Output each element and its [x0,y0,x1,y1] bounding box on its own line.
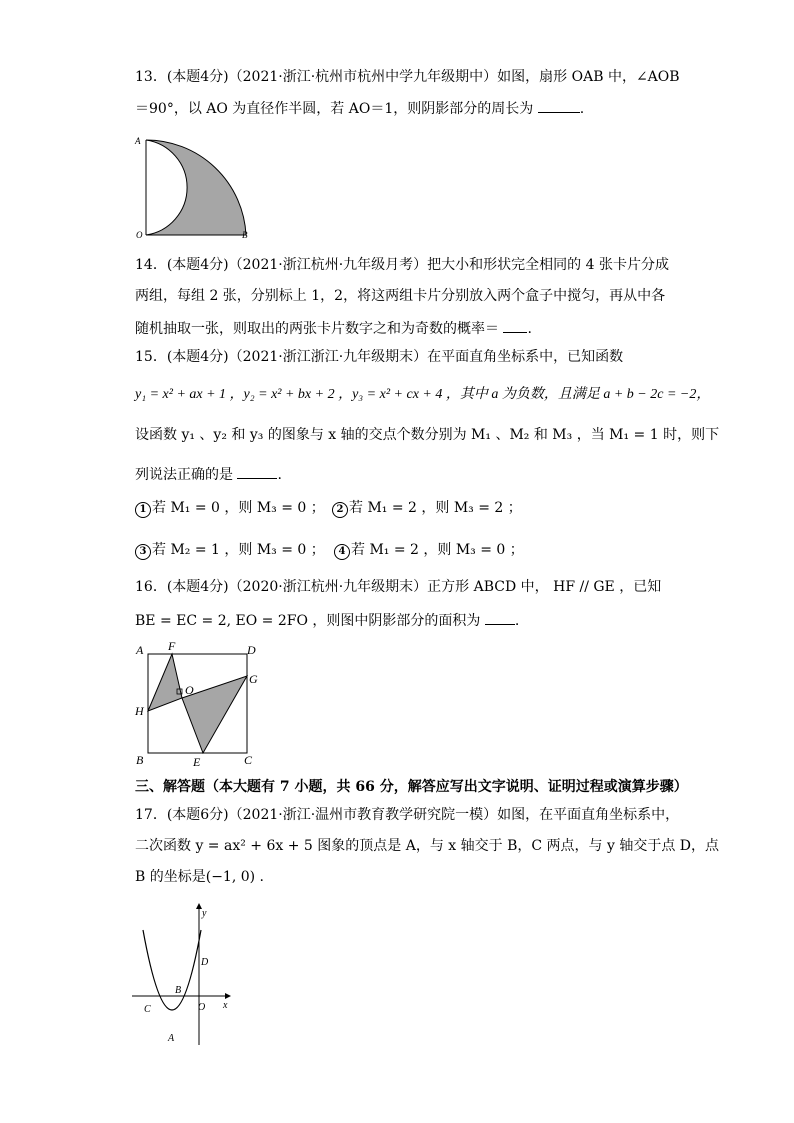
q13-label-O: O [136,230,143,240]
q13-label-B: B [242,230,248,240]
q14-line3-end: . [527,321,532,337]
q15-option-1 [135,499,325,518]
q13-line2-text: ＝90°，以 AO 为直径作半圆，若 AO＝1，则阴影部分的周长为 [135,101,534,117]
q15-line4-text: 列说法正确的是 [135,467,233,483]
q16-answer-blank[interactable] [485,610,515,625]
q16-label-A: A [136,643,144,657]
q14-line2: 两组，每组 2 张，分别标上 1，2，将这两组卡片分别放入两个盒子中搅匀，再从中各 [135,288,666,304]
q17-label-x: x [223,1000,228,1011]
q15-line4-end: . [277,467,282,483]
q15-option-2 [332,499,522,518]
q16-label-O: O [185,683,194,697]
q15-option-1-text: 若 M₁ = 0 ，则 M₃ = 0 ； [152,500,325,516]
q17-label-B: B [175,985,182,996]
q15-answer-blank[interactable] [237,464,277,479]
q15-line4 [135,464,282,484]
q14-line3-text: 随机抽取一张，则取出的两张卡片数字之和为奇数的概率＝ [135,321,499,337]
q14-line1: 14．(本题4分)（2021·浙江杭州·九年级月考）把大小和形状完全相同的 4 张卡片分成 [135,257,669,273]
q13-line2 [135,98,584,118]
q16-label-G: G [249,672,258,686]
q15-option-3-number: 3 [135,544,151,560]
q14-answer-blank[interactable] [503,318,527,333]
q15-option-4-number: 4 [334,544,350,560]
q17-figure [128,900,248,1050]
q16-label-D: D [247,643,256,657]
q13-answer-blank[interactable] [538,98,580,113]
q15-option-3-text: 若 M₂ = 1 ，则 M₃ = 0 ； [152,542,325,558]
q15-line2: y₁ = x² + ax + 1 ，y₂ = x² + bx + 2 ，y₃ = x² + cx + 4 ，其中 a 为负数，且满足 a + b − 2c = −2， [135,387,711,402]
q15-option-2-text: 若 M₁ = 2 ，则 M₃ = 2 ； [349,500,522,516]
q15-option-4 [334,541,524,560]
q17-label-O: O [198,1002,206,1013]
q17-label-D: D [201,957,209,968]
q15-line1: 15．(本题4分)（2021·浙江浙江·九年级期末）在平面直角坐标系中，已知函数 [135,349,624,365]
q17-line3: B 的坐标是(−1, 0) . [135,869,265,885]
section-3-heading: 三、解答题（本大题有 7 小题，共 66 分，解答应写出文字说明、证明过程或演算步骤） [135,779,688,795]
q15-option-1-number: 1 [135,502,151,518]
q13-line2-end: . [579,101,585,117]
q17-label-A: A [168,1033,175,1044]
q16-line2 [135,610,519,630]
q17-label-C: C [144,1004,151,1015]
q16-label-F: F [168,639,176,653]
q13-figure [130,130,270,240]
q15-option-3 [135,541,325,560]
q17-line1: 17．(本题6分)（2021·浙江·温州市教育教学研究院一模）如图，在平面直角坐标系中， [135,807,680,823]
q16-figure [130,638,270,768]
q17-label-y: y [202,908,207,919]
q15-line3: 设函数 y₁ 、y₂ 和 y₃ 的图象与 x 轴的交点个数分别为 M₁ 、M₂ 和 M₃ ，当 M₁ = 1 时，则下 [135,427,720,443]
q16-label-C: C [244,753,253,767]
q17-line2: 二次函数 y = ax² + 6x + 5 图象的顶点是 A，与 x 轴交于 B，C 两点，与 y 轴交于点 D，点 [135,838,720,854]
q13-label-A: A [135,136,141,146]
q16-label-H: H [135,704,144,718]
q16-label-B: B [136,753,144,767]
q16-label-E: E [193,755,201,768]
q15-option-4-text: 若 M₁ = 2 ，则 M₃ = 0 ； [351,542,524,558]
q16-line2-end: . [514,613,520,629]
q16-line1: 16．(本题4分)（2020·浙江杭州·九年级期末）正方形 ABCD 中， HF // GE ，已知 [135,579,662,595]
q15-option-2-number: 2 [332,502,348,518]
q13-line1: 13．(本题4分)（2021·浙江·杭州市杭州中学九年级期中）如图，扇形 OAB 中，∠AOB [135,69,680,85]
q16-line2-text: BE = EC = 2, EO = 2FO ，则图中阴影部分的面积为 [135,613,481,629]
q14-line3 [135,318,532,338]
